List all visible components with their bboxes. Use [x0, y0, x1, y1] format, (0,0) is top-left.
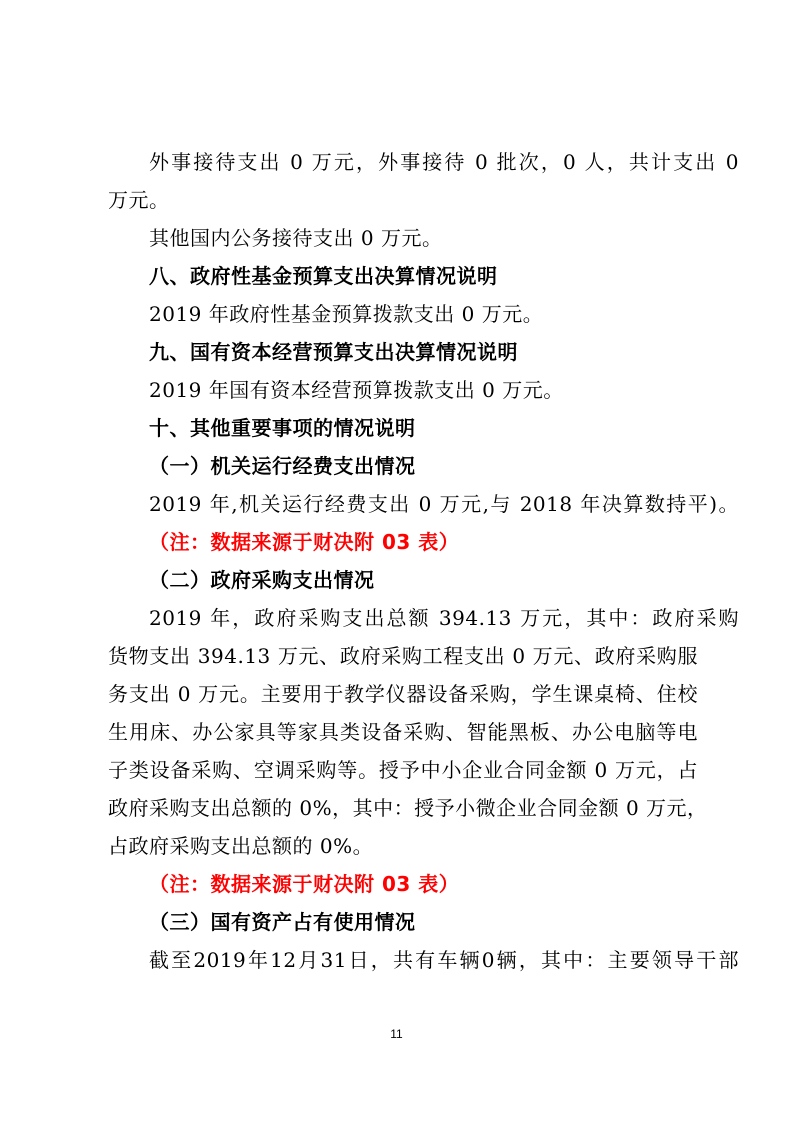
- page-number: 11: [390, 1027, 403, 1041]
- paragraph-procurement-line-7: 占政府采购支出总额的 0%。: [108, 834, 374, 858]
- subsection-heading-2: （二）政府采购支出情况: [149, 568, 375, 592]
- subsection-heading-1: （一）机关运行经费支出情况: [149, 454, 416, 478]
- paragraph-assets-line-1: 截至2019年12月31日，共有车辆0辆，其中：主要领导干部: [149, 948, 739, 972]
- paragraph-reception-line-1: 外事接待支出 0 万元，外事接待 0 批次，0 人，共计支出 0: [149, 150, 739, 174]
- paragraph-fund-budget: 2019 年政府性基金预算拨款支出 0 万元。: [149, 302, 544, 326]
- paragraph-procurement-line-5: 子类设备采购、空调采购等。授予中小企业合同金额 0 万元，占: [108, 758, 698, 782]
- paragraph-domestic-reception: 其他国内公务接待支出 0 万元。: [149, 226, 443, 250]
- paragraph-procurement-line-1: 2019 年，政府采购支出总额 394.13 万元，其中：政府采购: [149, 606, 739, 630]
- subsection-heading-3: （三）国有资产占有使用情况: [149, 910, 416, 934]
- paragraph-state-capital: 2019 年国有资本经营预算拨款支出 0 万元。: [149, 378, 564, 402]
- section-heading-8: 八、政府性基金预算支出决算情况说明: [149, 264, 498, 288]
- source-note-2: （注：数据来源于财决附 03 表）: [149, 872, 460, 896]
- paragraph-reception-line-2: 万元。: [108, 188, 170, 212]
- paragraph-operating-cost: 2019 年,机关运行经费支出 0 万元,与 2018 年决算数持平)。: [149, 492, 739, 516]
- section-heading-10: 十、其他重要事项的情况说明: [149, 416, 416, 440]
- paragraph-procurement-line-3: 务支出 0 万元。主要用于教学仪器设备采购，学生课桌椅、住校: [108, 682, 698, 706]
- source-note-1: （注：数据来源于财决附 03 表）: [149, 530, 460, 554]
- paragraph-procurement-line-2: 货物支出 394.13 万元、政府采购工程支出 0 万元、政府采购服: [108, 644, 698, 668]
- paragraph-procurement-line-6: 政府采购支出总额的 0%，其中：授予小微企业合同金额 0 万元，: [108, 796, 708, 820]
- paragraph-procurement-line-4: 生用床、办公家具等家具类设备采购、智能黑板、办公电脑等电: [108, 720, 698, 744]
- section-heading-9: 九、国有资本经营预算支出决算情况说明: [149, 340, 518, 364]
